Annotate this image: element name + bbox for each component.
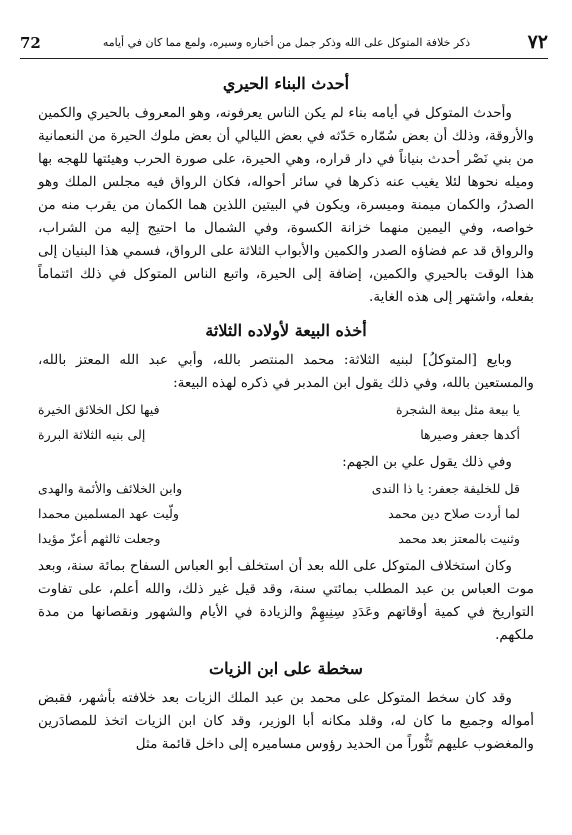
verse-second-hemistich: فيها لكل الخلائق الخيرة <box>38 402 160 417</box>
verse-second-hemistich: إلى بنيه الثلاثة البررة <box>38 427 146 442</box>
verse-second-hemistich: ولّيت عهد المسلمين محمدا <box>38 506 179 521</box>
verse-intro: وفي ذلك يقول علي بن الجهم: <box>342 454 512 470</box>
section-paragraph: وأحدث المتوكل في أيامه بناء لم يكن الناس يعرفونه، وهو المعروف بالحيري والكمين والأروقة، وذلك أن بعض سُمّاره حَدّثه في بعض الليالي أن بعض ملوك الحيرة من النعمانية من بني نَصْر أحدث بنياناً في دار قراره، وهي الحيرة، على صورة الحرب وهيئتها للهجه بها وميله نحوها لئلا يغيب عنه ذكرها في سائر أحواله، فكان الرواق فيه مجلس الملك وهو الصدرُ، والكمان ميمنة وميسرة، ويكون في البيتين اللذين هما الكمان من يقرب منه من خواصه، وفي اليمين منهما خزانة الكسوة، وفي الشمال ما احتيج إليه من الشراب، والرواق قد عم فضاؤه الصدر والكمين والأبواب الثلاثة على الرواق، فسمي هذا البنيان إلى هذا الوقت بالحيري والكمين، إضافة إلى الحيرة، واتبع الناس المتوكل في ذلك ائتماماً بفعله، واشتهر إلى هذه الغاية. <box>38 105 534 305</box>
page-number-latin: 72 <box>20 34 41 52</box>
page-body <box>38 72 534 756</box>
section-ibn-zayyat <box>38 657 534 756</box>
section-heading: أخذه البيعة لأولاده الثلاثة <box>205 321 367 340</box>
verse-first-hemistich: قل للخليفة جعفر: يا ذا الندى <box>371 481 520 496</box>
verse-line <box>38 501 534 526</box>
verse-first-hemistich: يا بيعة مثل بيعة الشجرة <box>396 402 520 417</box>
verse-second-hemistich: وابن الخلائف والأئمة والهدى <box>38 481 183 496</box>
verse-first-hemistich: وثنيت بالمعتز بعد محمد <box>398 531 520 546</box>
section-paragraph: وقد كان سخط المتوكل على محمد بن عبد الملك الزيات بعد خلافته بأشهر، فقبض أمواله وجميع ما كان له، وقلد مكانه أبا الوزير، وقد كان ابن الزيات اتخذ للمصادَرين والمغضوب عليهم تَنُّوراً من الحديد رؤوس مساميره إلى داخل قائمة مثل <box>38 690 534 752</box>
verse-line <box>38 476 534 501</box>
section-heading: أحدث البناء الحيري <box>222 74 350 93</box>
section-paragraph: وبايع [المتوكلُ] لبنيه الثلاثة: محمد المنتصر بالله، وأبي عبد الله المعتز بالله، والمستعين بالله، وفي ذلك يقول ابن المدبر في ذكره لهذه البيعة: <box>38 352 534 391</box>
section-hiri-building <box>38 72 534 309</box>
verse-line <box>38 397 534 422</box>
verse-line <box>38 526 534 551</box>
page-number-arabic: ٧٢ <box>527 31 548 53</box>
verse-second-hemistich: وجعلت ثالثهم أعزّ مؤيدا <box>38 531 161 546</box>
poem-ibn-jahm <box>38 476 534 551</box>
section-heading: سخطة على ابن الزيات <box>209 659 363 678</box>
verse-first-hemistich: لما أردت صلاح دين محمد <box>388 506 520 521</box>
poem-ibn-mudabbir <box>38 397 534 447</box>
section-paragraph: وكان استخلاف المتوكل على الله بعد أن استخلف أبو العباس السفاح بمائة سنة، وبعد موت العباس بن عبد المطلب بمائتي سنة، وقد قيل غير ذلك، والله أعلم، على تفاوت التواريخ في كمية أوقاتهم وعَدَدِ سِنِيهِمْ والزيادة في الأيام والشهور ونقصانها من مدة ملكهم. <box>38 558 534 643</box>
section-allegiance <box>38 319 534 647</box>
verse-first-hemistich: أكدها جعفر وصيرها <box>420 427 520 442</box>
verse-line <box>38 422 534 447</box>
running-header <box>20 30 548 59</box>
running-title: ذكر خلافة المتوكل على الله وذكر جمل من أخباره وسيره، ولمع مما كان في أيامه <box>102 36 471 49</box>
